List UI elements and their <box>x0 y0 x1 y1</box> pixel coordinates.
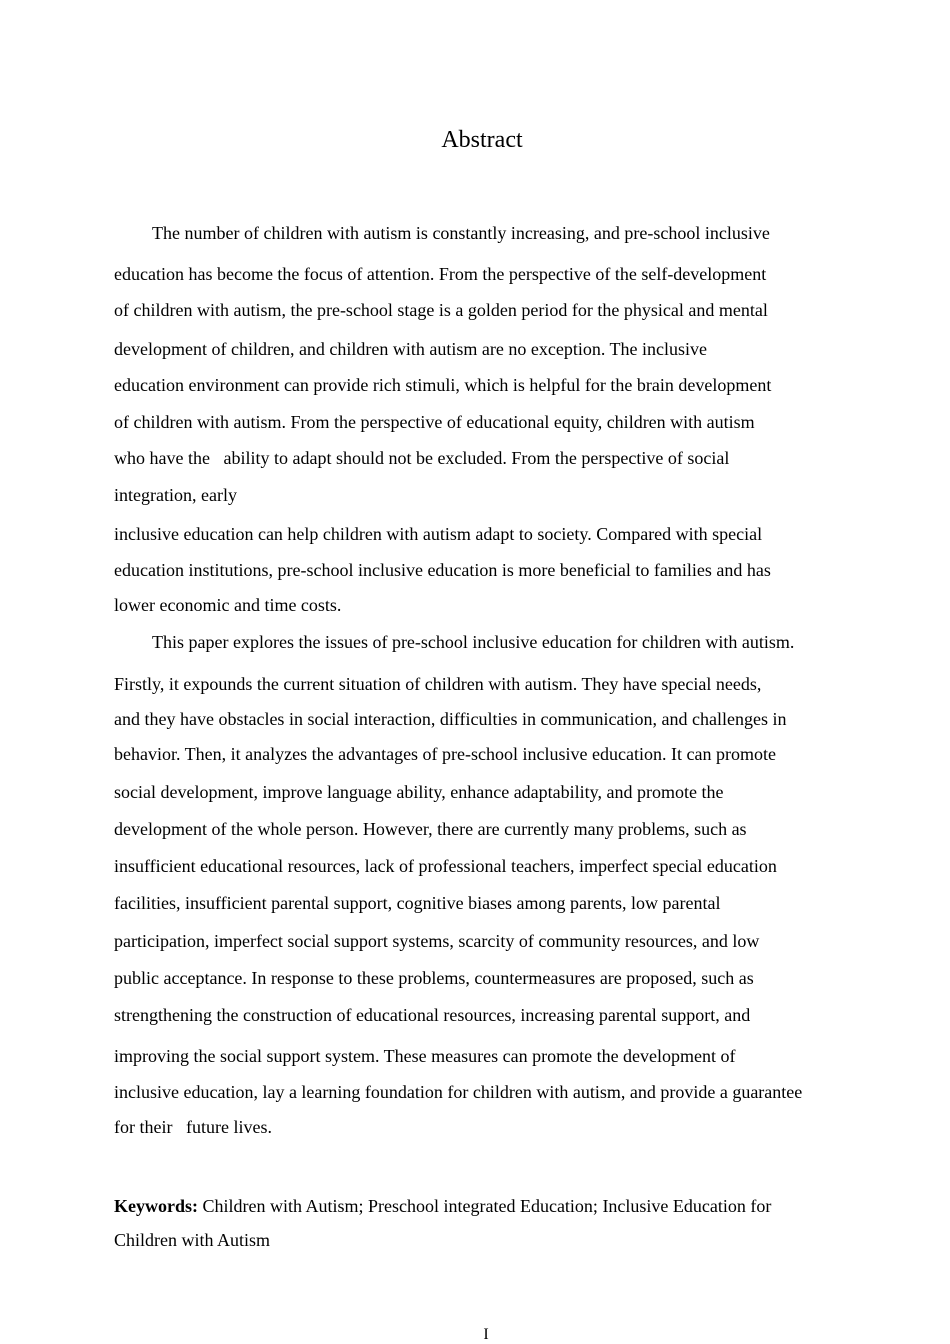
paragraph-line: facilities, insufficient parental support, cognitive biases among parents, low parental <box>114 893 721 913</box>
paragraph-line: insufficient educational resources, lack of professional teachers, imperfect special education <box>114 856 777 876</box>
paragraph-line: Firstly, it expounds the current situation of children with autism. They have special needs, <box>114 674 762 694</box>
keywords-text: Children with Autism; Preschool integrated Education; Inclusive Education for <box>198 1196 772 1216</box>
paragraph-line: strengthening the construction of educational resources, increasing parental support, and <box>114 1005 751 1025</box>
paragraph-line: public acceptance. In response to these problems, countermeasures are proposed, such as <box>114 968 754 988</box>
paragraph-line: who have the ability to adapt should not be excluded. From the perspective of social <box>114 448 730 468</box>
keywords-line <box>114 1195 771 1217</box>
paragraph-line: inclusive education, lay a learning foundation for children with autism, and provide a guarantee <box>114 1082 803 1102</box>
paragraph-line: This paper explores the issues of pre-school inclusive education for children with autism. <box>152 632 795 652</box>
paragraph-line: participation, imperfect social support systems, scarcity of community resources, and low <box>114 931 760 951</box>
paragraph-line: education has become the focus of attention. From the perspective of the self-development <box>114 264 767 284</box>
paragraph-line: of children with autism, the pre-school stage is a golden period for the physical and mental <box>114 300 768 320</box>
keywords-line: Children with Autism <box>114 1230 271 1250</box>
abstract-title: Abstract <box>441 127 523 153</box>
paragraph-line: education environment can provide rich stimuli, which is helpful for the brain development <box>114 375 772 395</box>
paragraph-line: and they have obstacles in social interaction, difficulties in communication, and challenges in <box>114 709 787 729</box>
paragraph-line: The number of children with autism is constantly increasing, and pre-school inclusive <box>152 223 770 243</box>
paragraph-line: for their future lives. <box>114 1117 272 1137</box>
paragraph-line: development of the whole person. However, there are currently many problems, such as <box>114 819 747 839</box>
paragraph-line: of children with autism. From the perspective of educational equity, children with autism <box>114 412 755 432</box>
paragraph-line: education institutions, pre-school inclusive education is more beneficial to families and has <box>114 560 771 580</box>
paragraph-line: inclusive education can help children with autism adapt to society. Compared with special <box>114 524 763 544</box>
keywords-label: Keywords: <box>114 1196 198 1216</box>
page-number: I <box>483 1326 489 1343</box>
paragraph-line: social development, improve language ability, enhance adaptability, and promote the <box>114 782 724 802</box>
paragraph-line: integration, early <box>114 485 237 505</box>
paragraph-line: development of children, and children with autism are no exception. The inclusive <box>114 339 707 359</box>
paragraph-line: improving the social support system. These measures can promote the development of <box>114 1046 736 1066</box>
paragraph-line: behavior. Then, it analyzes the advantages of pre-school inclusive education. It can promote <box>114 744 776 764</box>
paragraph-line: lower economic and time costs. <box>114 595 342 615</box>
